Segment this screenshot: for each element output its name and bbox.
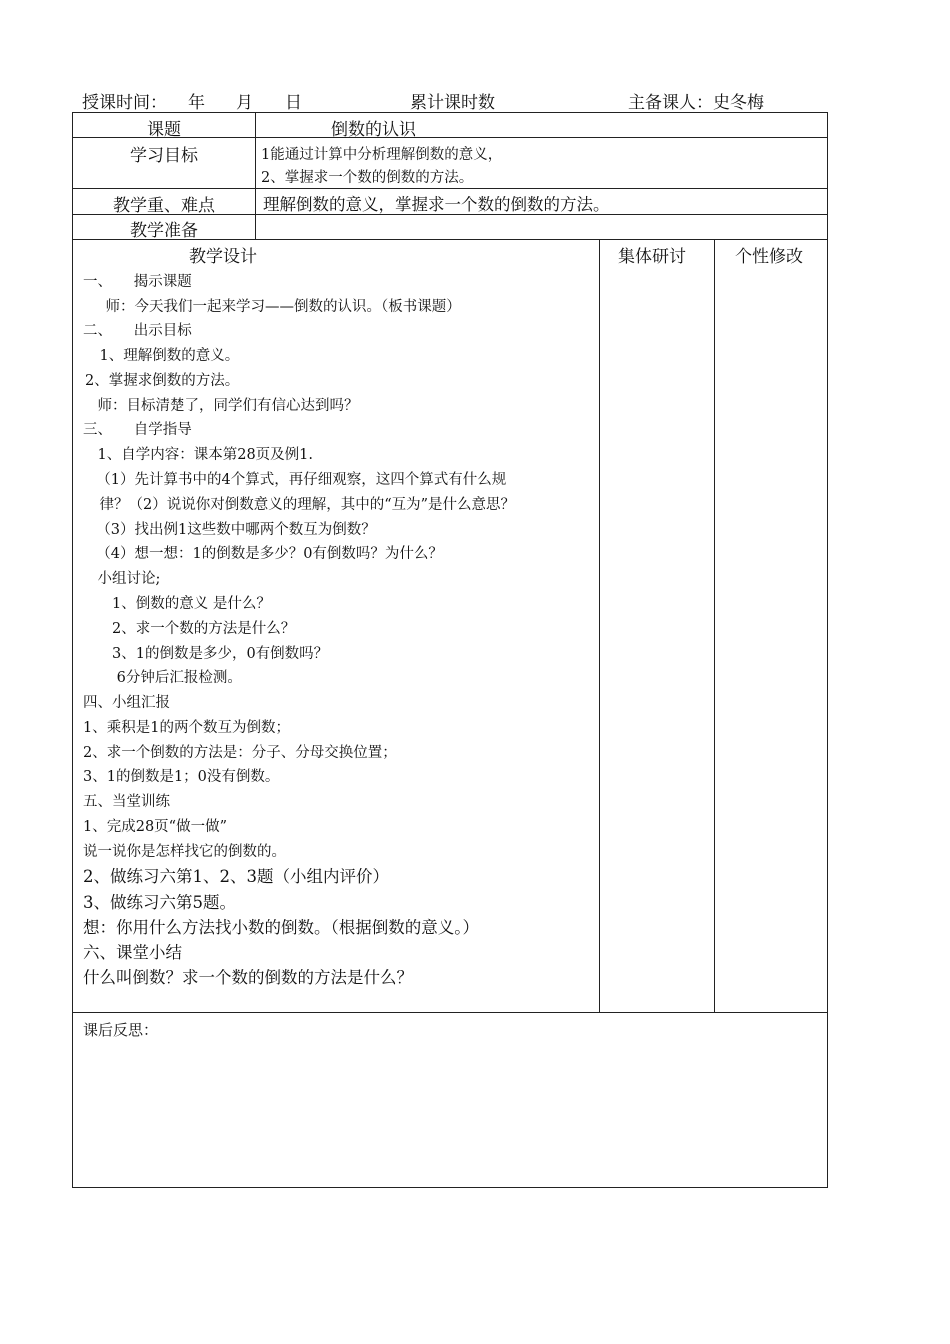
design-line: 六、课堂小结 xyxy=(83,943,182,962)
goal-line-1: 1能通过计算中分析理解倒数的意义， xyxy=(261,147,503,163)
design-line: 小组讨论; xyxy=(83,571,161,587)
design-line: 2、求一个倒数的方法是：分子、分母交换位置； xyxy=(83,745,397,761)
col-divider xyxy=(599,239,600,1013)
design-line: 6分钟后汇报检测。 xyxy=(83,670,242,686)
design-line: 说一说你是怎样找它的倒数的。 xyxy=(83,844,286,860)
design-line: 五、当堂训练 xyxy=(83,794,170,810)
design-line: 三、 自学指导 xyxy=(83,422,192,438)
design-line: 师：目标清楚了，同学们有信心达到吗？ xyxy=(83,398,359,414)
reflection-label: 课后反思： xyxy=(83,1021,159,1039)
month-label: 月 xyxy=(236,93,253,113)
hours-label: 累计课时数 xyxy=(410,93,495,113)
time-label: 授课时间： xyxy=(82,93,167,113)
design-line: 律？（2）说说你对倒数意义的理解，其中的“互为”是什么意思？ xyxy=(85,497,516,513)
design-line: 师：今天我们一起来学习——倒数的认识。（板书课题） xyxy=(91,299,461,315)
year-label: 年 xyxy=(188,93,205,113)
col-divider xyxy=(714,239,715,1013)
design-line: 四、小组汇报 xyxy=(83,695,170,711)
design-line: 1、乘积是1的两个数互为倒数； xyxy=(83,720,290,736)
design-line: 3、做练习六第5题。 xyxy=(83,893,236,912)
row-divider xyxy=(73,188,827,189)
design-line: 1、完成28页“做一做” xyxy=(83,819,228,835)
design-line: 想：你用什么方法找小数的倒数。（根据倒数的意义。） xyxy=(83,918,479,937)
design-line: 什么叫倒数？求一个数的倒数的方法是什么？ xyxy=(83,968,413,987)
design-line: 1、理解倒数的意义。 xyxy=(85,348,240,364)
key-points-label: 教学重、难点 xyxy=(113,196,215,216)
design-line: （1）先计算书中的4个算式，再仔细观察，这四个算式有什么规 xyxy=(89,472,507,488)
design-line: 1、自学内容：课本第28页及例1. xyxy=(83,447,314,463)
day-label: 日 xyxy=(285,93,302,113)
col-divider xyxy=(255,113,256,240)
research-column-header: 集体研讨 xyxy=(618,247,686,267)
design-line: 二、 出示目标 xyxy=(83,323,192,339)
modify-column-header: 个性修改 xyxy=(735,247,803,267)
key-points-value: 理解倒数的意义，掌握求一个数的倒数的方法。 xyxy=(263,195,610,214)
preparation-label: 教学准备 xyxy=(130,221,198,241)
lesson-plan-table xyxy=(72,112,828,1188)
topic-label: 课题 xyxy=(147,120,181,140)
goal-line-2: 2、掌握求一个数的倒数的方法。 xyxy=(261,170,474,186)
design-line: 2、求一个数的方法是什么？ xyxy=(83,621,296,637)
design-line: 3、1的倒数是1；0没有倒数。 xyxy=(83,769,280,785)
design-line: 2、做练习六第1、2、3题（小组内评价） xyxy=(83,867,389,886)
design-line: 2、掌握求倒数的方法。 xyxy=(85,373,240,389)
design-line: 1、倒数的意义 是什么？ xyxy=(83,596,271,612)
goals-label: 学习目标 xyxy=(130,146,198,166)
topic-value: 倒数的认识 xyxy=(331,120,416,140)
design-line: （4）想一想：1的倒数是多少？0有倒数吗？为什么？ xyxy=(89,546,443,562)
design-line: 一、 揭示课题 xyxy=(83,274,192,290)
design-line: 3、1的倒数是多少，0有倒数吗？ xyxy=(83,646,329,662)
design-column-header: 教学设计 xyxy=(189,247,257,267)
design-line: （3）找出例1这些数中哪两个数互为倒数？ xyxy=(89,522,376,538)
preparer-label: 主备课人：史冬梅 xyxy=(628,93,764,113)
